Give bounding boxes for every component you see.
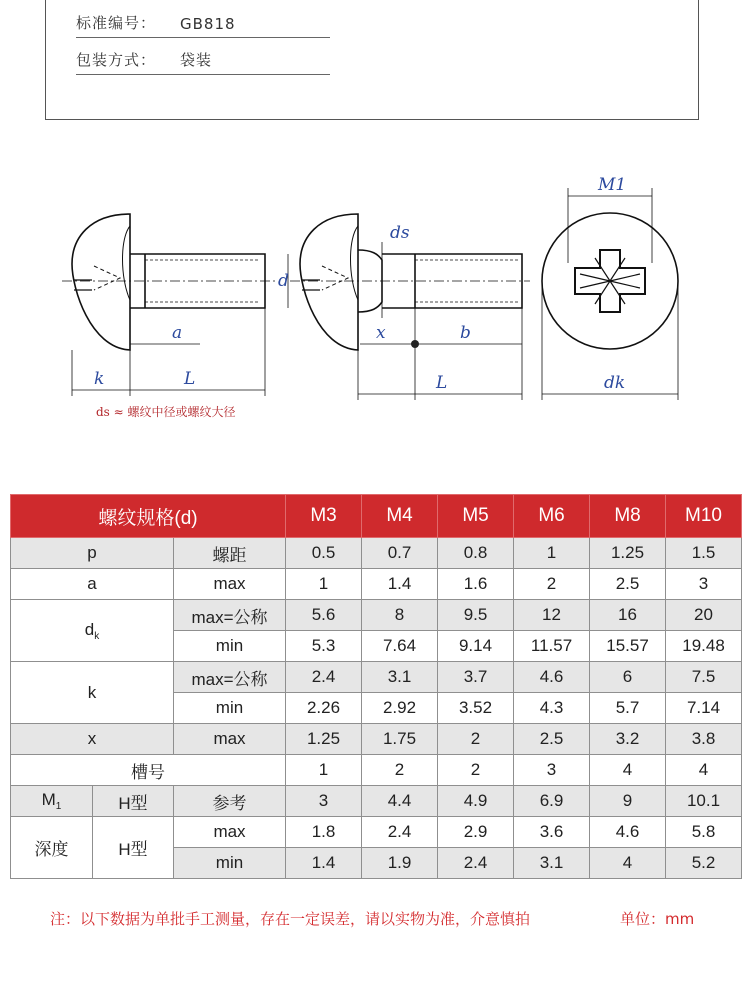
- table-cell: 4: [590, 848, 666, 879]
- dim-label-M1: M1: [598, 175, 627, 195]
- info-box: [45, 0, 699, 120]
- spec-table: [10, 494, 742, 879]
- row-sublabel: max: [174, 724, 286, 755]
- row-label: p: [11, 538, 174, 569]
- row-sublabel: min: [174, 848, 286, 879]
- footer-note-bar: [50, 908, 710, 929]
- table-cell: 9: [590, 786, 666, 817]
- size-header: M8: [590, 495, 666, 538]
- table-cell: 7.64: [362, 631, 438, 662]
- table-cell: 4.6: [514, 662, 590, 693]
- row-sublabel: 螺距: [174, 538, 286, 569]
- table-cell: 2: [438, 755, 514, 786]
- table-cell: 1.6: [438, 569, 514, 600]
- table-cell: 1: [514, 538, 590, 569]
- dim-label-a: a: [172, 323, 183, 343]
- table-cell: 16: [590, 600, 666, 631]
- table-cell: 9.14: [438, 631, 514, 662]
- header-label: 螺纹规格(d): [11, 495, 286, 538]
- package-row: [76, 48, 330, 75]
- dim-label-ds: ds: [390, 223, 410, 243]
- dim-label-d: d: [278, 271, 289, 291]
- table-cell: 4.3: [514, 693, 590, 724]
- measurement-note: 注：以下数据为单批手工测量，存在一定误差，请以实物为准，介意慎拍: [50, 910, 531, 928]
- table-cell: 2: [514, 569, 590, 600]
- screw-technical-drawing: [60, 168, 700, 428]
- table-cell: 20: [666, 600, 742, 631]
- size-header: M3: [286, 495, 362, 538]
- table-cell: 1.4: [286, 848, 362, 879]
- row-sublabel: min: [174, 631, 286, 662]
- table-cell: 2.5: [590, 569, 666, 600]
- ds-note: ds ≈ 螺纹中径或螺纹大径: [96, 405, 236, 419]
- table-cell: 3.7: [438, 662, 514, 693]
- table-cell: 1.25: [590, 538, 666, 569]
- row-slot: [11, 755, 742, 786]
- row-label: 深度: [11, 817, 93, 879]
- table-cell: 2: [362, 755, 438, 786]
- row-a: [11, 569, 742, 600]
- table-cell: 1.25: [286, 724, 362, 755]
- row-sublabel: max=公称: [174, 662, 286, 693]
- dim-label-L1: L: [184, 369, 196, 389]
- table-cell: 3.2: [590, 724, 666, 755]
- table-cell: 4: [666, 755, 742, 786]
- standard-row: [76, 11, 330, 38]
- package-label: 包装方式：: [76, 51, 157, 69]
- table-cell: 6.9: [514, 786, 590, 817]
- table-cell: 1.75: [362, 724, 438, 755]
- m1-subscript: 1: [55, 801, 62, 812]
- row-k-max: [11, 662, 742, 693]
- dim-label-x: x: [376, 323, 386, 343]
- table-cell: 15.57: [590, 631, 666, 662]
- table-cell: 11.57: [514, 631, 590, 662]
- table-cell: 3.52: [438, 693, 514, 724]
- row-label: x: [11, 724, 174, 755]
- table-cell: 0.5: [286, 538, 362, 569]
- table-cell: 5.6: [286, 600, 362, 631]
- table-cell: 3: [286, 786, 362, 817]
- table-cell: 1.4: [362, 569, 438, 600]
- m1-label: M: [41, 790, 56, 809]
- unit-label: 单位：mm: [620, 910, 695, 928]
- row-label: 槽号: [11, 755, 286, 786]
- row-type: H型: [93, 786, 174, 817]
- left-screw-head: [72, 214, 130, 350]
- table-cell: 3.6: [514, 817, 590, 848]
- table-cell: 12: [514, 600, 590, 631]
- row-sublabel: max: [174, 569, 286, 600]
- dk-label: d: [84, 619, 95, 639]
- table-cell: 1.9: [362, 848, 438, 879]
- table-cell: 6: [590, 662, 666, 693]
- row-sublabel: max: [174, 817, 286, 848]
- table-cell: 1.8: [286, 817, 362, 848]
- table-cell: 1: [286, 755, 362, 786]
- table-cell: 3: [666, 569, 742, 600]
- dim-label-k: k: [94, 369, 105, 389]
- size-header: M6: [514, 495, 590, 538]
- size-header: M10: [666, 495, 742, 538]
- row-dk-max: [11, 600, 742, 631]
- table-cell: 4.9: [438, 786, 514, 817]
- table-cell: 2.92: [362, 693, 438, 724]
- table-cell: 2.4: [438, 848, 514, 879]
- header-row: [11, 495, 742, 538]
- package-value: 袋装: [180, 51, 213, 69]
- table-cell: 9.5: [438, 600, 514, 631]
- row-label-m1: [11, 786, 93, 817]
- size-header: M5: [438, 495, 514, 538]
- size-header: M4: [362, 495, 438, 538]
- middle-screw-head: [300, 214, 358, 350]
- table-cell: 5.2: [666, 848, 742, 879]
- row-sublabel: min: [174, 693, 286, 724]
- table-cell: 2.4: [286, 662, 362, 693]
- table-cell: 2: [438, 724, 514, 755]
- table-cell: 2.9: [438, 817, 514, 848]
- row-sublabel: max=公称: [174, 600, 286, 631]
- row-depth-max: [11, 817, 742, 848]
- dim-label-dk: dk: [604, 373, 626, 393]
- dim-label-b: b: [460, 323, 471, 343]
- row-label-dk: [11, 600, 174, 662]
- table-cell: 8: [362, 600, 438, 631]
- table-cell: 10.1: [666, 786, 742, 817]
- table-cell: 3: [514, 755, 590, 786]
- table-cell: 4.4: [362, 786, 438, 817]
- dk-subscript: k: [94, 630, 100, 642]
- standard-label: 标准编号：: [76, 14, 157, 32]
- table-cell: 4.6: [590, 817, 666, 848]
- row-type: H型: [93, 817, 174, 879]
- table-cell: 0.8: [438, 538, 514, 569]
- table-cell: 3.1: [362, 662, 438, 693]
- row-p: [11, 538, 742, 569]
- table-cell: 7.14: [666, 693, 742, 724]
- table-cell: 5.8: [666, 817, 742, 848]
- standard-value: GB818: [180, 15, 236, 33]
- table-cell: 2.4: [362, 817, 438, 848]
- table-cell: 2.26: [286, 693, 362, 724]
- row-label: a: [11, 569, 174, 600]
- row-x: [11, 724, 742, 755]
- table-cell: 19.48: [666, 631, 742, 662]
- table-cell: 1.5: [666, 538, 742, 569]
- row-sublabel: 参考: [174, 786, 286, 817]
- table-cell: 0.7: [362, 538, 438, 569]
- table-cell: 3.8: [666, 724, 742, 755]
- table-cell: 7.5: [666, 662, 742, 693]
- table-cell: 5.7: [590, 693, 666, 724]
- table-cell: 4: [590, 755, 666, 786]
- table-cell: 5.3: [286, 631, 362, 662]
- table-cell: 1: [286, 569, 362, 600]
- dim-label-L2: L: [436, 373, 448, 393]
- table-cell: 3.1: [514, 848, 590, 879]
- table-cell: 2.5: [514, 724, 590, 755]
- row-m1: [11, 786, 742, 817]
- row-label: k: [11, 662, 174, 724]
